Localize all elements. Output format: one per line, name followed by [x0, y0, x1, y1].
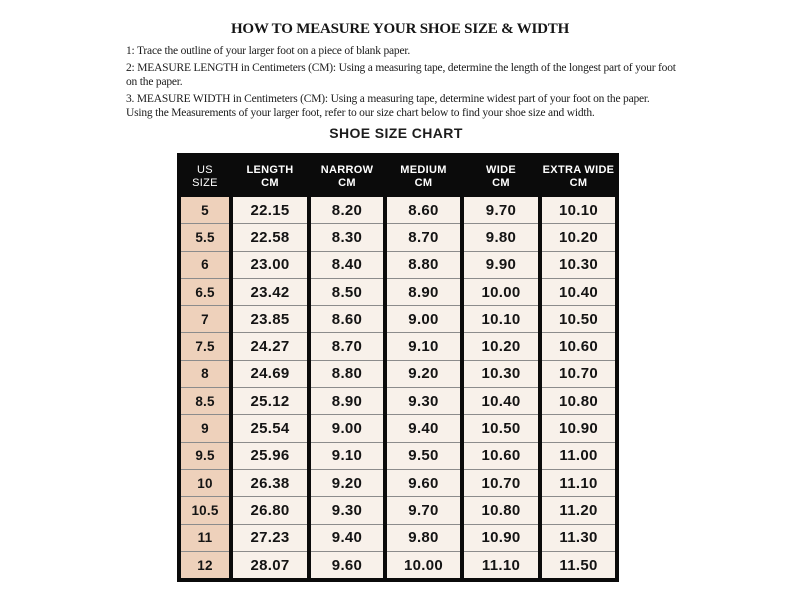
value-cell: 10.20: [462, 333, 540, 360]
table-row: [179, 224, 617, 251]
value-cell: 8.50: [309, 278, 385, 305]
value-cell: 28.07: [231, 551, 309, 580]
value-cell: 8.60: [385, 197, 462, 224]
value-cell: 8.90: [385, 278, 462, 305]
chart-section: [177, 124, 615, 582]
us-size-cell: 8.5: [179, 388, 231, 415]
value-cell: 8.20: [309, 197, 385, 224]
value-cell: 8.70: [385, 224, 462, 251]
table-row: [179, 333, 617, 360]
value-cell: 11.20: [540, 497, 617, 524]
table-row: [179, 197, 617, 224]
value-cell: 11.30: [540, 524, 617, 551]
us-size-cell: 11: [179, 524, 231, 551]
value-cell: 26.80: [231, 497, 309, 524]
value-cell: 10.10: [540, 197, 617, 224]
value-cell: 10.50: [462, 415, 540, 442]
value-cell: 9.50: [385, 442, 462, 469]
us-size-cell: 7: [179, 306, 231, 333]
chart-title: SHOE SIZE CHART: [329, 125, 463, 141]
value-cell: 10.40: [540, 278, 617, 305]
value-cell: 25.12: [231, 388, 309, 415]
value-cell: 25.96: [231, 442, 309, 469]
table-row: [179, 469, 617, 496]
value-cell: 11.50: [540, 551, 617, 580]
column-header-wide: WIDE CM: [462, 155, 540, 197]
value-cell: 11.10: [462, 551, 540, 580]
value-cell: 9.30: [309, 497, 385, 524]
value-cell: 23.00: [231, 251, 309, 278]
value-cell: 9.00: [385, 306, 462, 333]
value-cell: 25.54: [231, 415, 309, 442]
us-size-cell: 9.5: [179, 442, 231, 469]
value-cell: 9.90: [462, 251, 540, 278]
value-cell: 24.27: [231, 333, 309, 360]
value-cell: 22.15: [231, 197, 309, 224]
value-cell: 10.20: [540, 224, 617, 251]
table-row: [179, 306, 617, 333]
value-cell: 9.10: [309, 442, 385, 469]
table-row: [179, 278, 617, 305]
value-cell: 9.40: [309, 524, 385, 551]
value-cell: 10.80: [462, 497, 540, 524]
us-size-cell: 5: [179, 197, 231, 224]
value-cell: 8.80: [309, 360, 385, 387]
table-row: [179, 251, 617, 278]
instruction-line: on the paper.: [126, 76, 183, 88]
value-cell: 10.30: [540, 251, 617, 278]
table-row: [179, 551, 617, 580]
value-cell: 8.90: [309, 388, 385, 415]
value-cell: 10.30: [462, 360, 540, 387]
value-cell: 11.10: [540, 469, 617, 496]
column-header-medium: MEDIUM CM: [385, 155, 462, 197]
page-title: HOW TO MEASURE YOUR SHOE SIZE & WIDTH: [230, 21, 570, 37]
column-header-narrow: NARROW CM: [309, 155, 385, 197]
us-size-cell: 6: [179, 251, 231, 278]
value-cell: 10.10: [462, 306, 540, 333]
instruction-line: Using the Measurements of your larger foot, refer to our size chart below to find your shoe size and width.: [126, 107, 595, 119]
us-size-cell: 6.5: [179, 278, 231, 305]
value-cell: 9.60: [309, 551, 385, 580]
value-cell: 27.23: [231, 524, 309, 551]
value-cell: 10.60: [462, 442, 540, 469]
table-body: [179, 197, 617, 580]
value-cell: 11.00: [540, 442, 617, 469]
value-cell: 10.00: [385, 551, 462, 580]
value-cell: 22.58: [231, 224, 309, 251]
value-cell: 8.30: [309, 224, 385, 251]
value-cell: 23.85: [231, 306, 309, 333]
value-cell: 9.60: [385, 469, 462, 496]
us-size-cell: 8: [179, 360, 231, 387]
value-cell: 10.50: [540, 306, 617, 333]
value-cell: 10.40: [462, 388, 540, 415]
value-cell: 9.30: [385, 388, 462, 415]
value-cell: 24.69: [231, 360, 309, 387]
table-row: [179, 388, 617, 415]
value-cell: 9.20: [385, 360, 462, 387]
value-cell: 10.90: [540, 415, 617, 442]
us-size-cell: 10.5: [179, 497, 231, 524]
value-cell: 10.00: [462, 278, 540, 305]
column-header-us: US SIZE: [179, 155, 231, 197]
value-cell: 9.80: [385, 524, 462, 551]
value-cell: 10.70: [462, 469, 540, 496]
instructions: [126, 44, 800, 120]
value-cell: 8.70: [309, 333, 385, 360]
value-cell: 9.10: [385, 333, 462, 360]
us-size-cell: 7.5: [179, 333, 231, 360]
column-header-extra-wide: EXTRA WIDE CM: [540, 155, 617, 197]
table-row: [179, 524, 617, 551]
us-size-cell: 9: [179, 415, 231, 442]
shoe-size-table: [177, 153, 619, 582]
value-cell: 9.70: [385, 497, 462, 524]
value-cell: 10.90: [462, 524, 540, 551]
value-cell: 8.60: [309, 306, 385, 333]
value-cell: 26.38: [231, 469, 309, 496]
value-cell: 10.60: [540, 333, 617, 360]
value-cell: 8.40: [309, 251, 385, 278]
us-size-cell: 5.5: [179, 224, 231, 251]
value-cell: 9.80: [462, 224, 540, 251]
value-cell: 9.20: [309, 469, 385, 496]
us-size-cell: 12: [179, 551, 231, 580]
us-size-cell: 10: [179, 469, 231, 496]
table-row: [179, 360, 617, 387]
value-cell: 9.40: [385, 415, 462, 442]
value-cell: 23.42: [231, 278, 309, 305]
table-header-row: [179, 155, 617, 197]
column-header-length: LENGTH CM: [231, 155, 309, 197]
value-cell: 9.00: [309, 415, 385, 442]
instruction-line: 2: MEASURE LENGTH in Centimeters (CM): Using a measuring tape, determine the length of the longest part of your foot: [126, 62, 676, 74]
table-row: [179, 442, 617, 469]
value-cell: 10.80: [540, 388, 617, 415]
table-row: [179, 415, 617, 442]
table-row: [179, 497, 617, 524]
value-cell: 8.80: [385, 251, 462, 278]
value-cell: 9.70: [462, 197, 540, 224]
instruction-line: 1: Trace the outline of your larger foot on a piece of blank paper.: [126, 45, 411, 57]
instruction-line: 3. MEASURE WIDTH in Centimeters (CM): Using a measuring tape, determine widest part of your foot on the paper.: [126, 93, 650, 105]
value-cell: 10.70: [540, 360, 617, 387]
